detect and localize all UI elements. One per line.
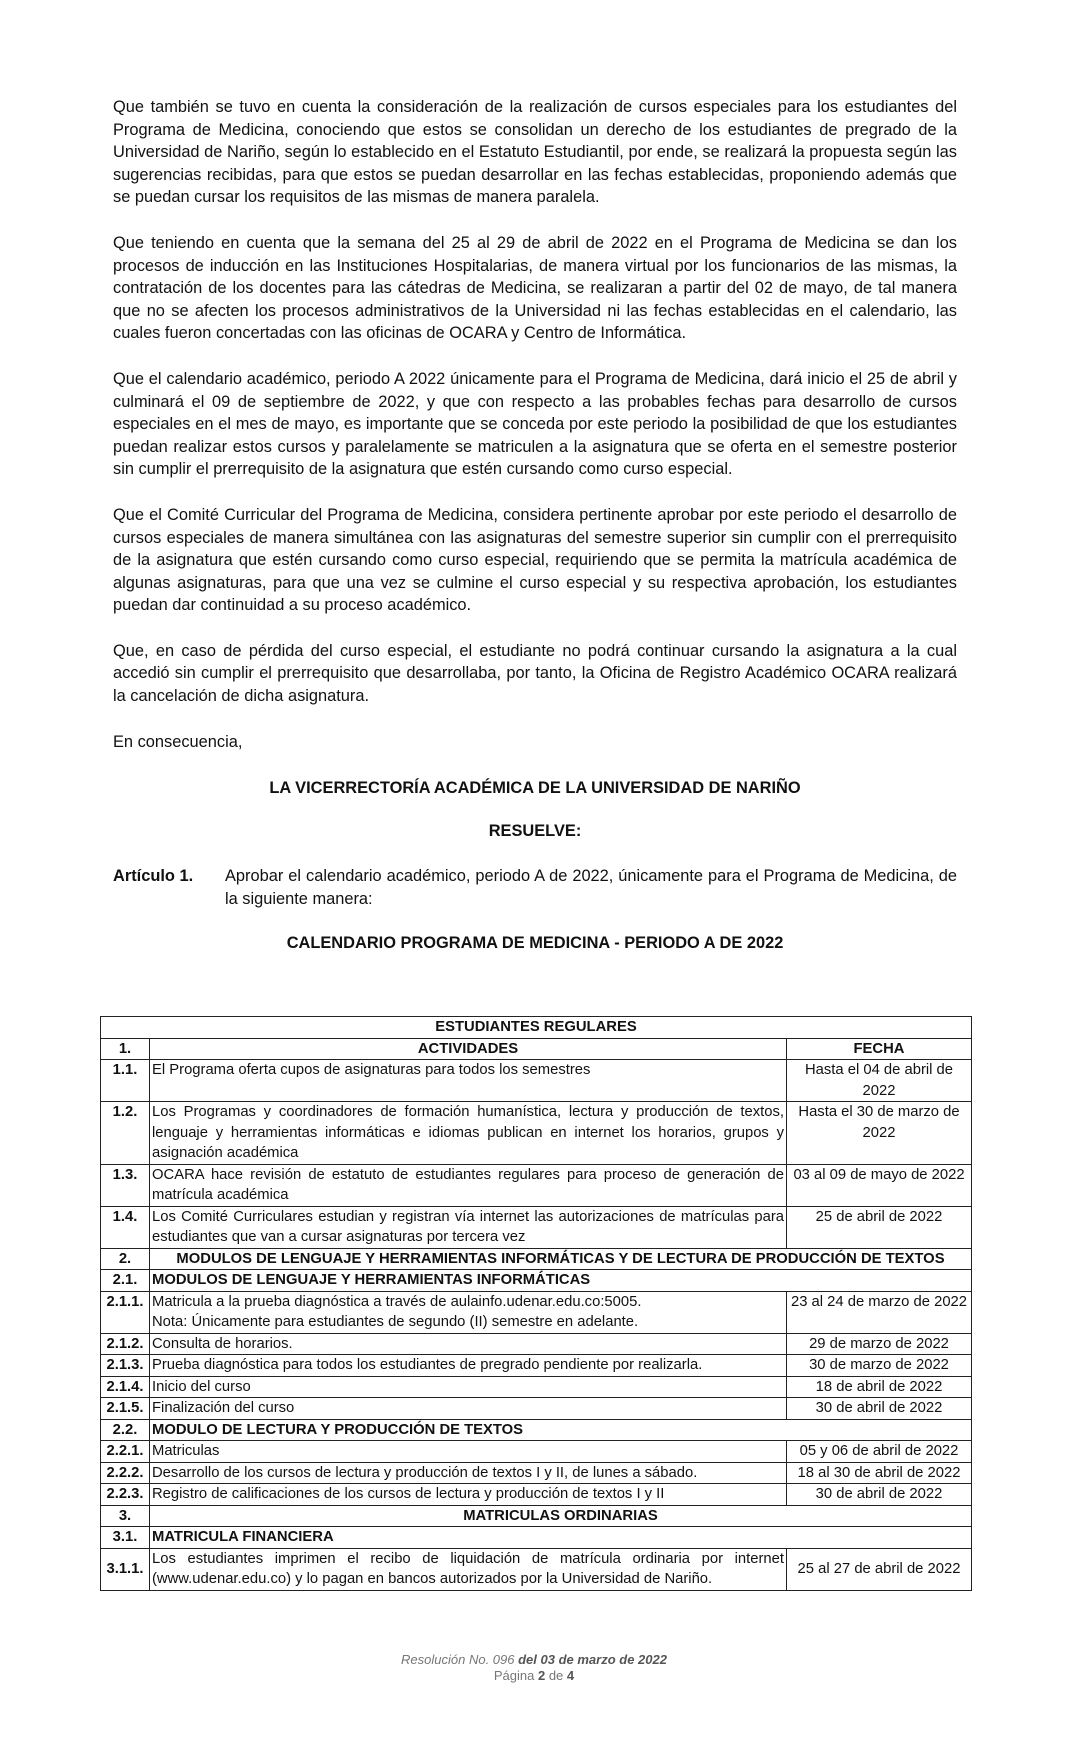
- row-number: 1.1.: [101, 1060, 150, 1102]
- activity-text: Consulta de horarios.: [152, 1335, 293, 1352]
- subsection-title: MODULOS DE LENGUAJE Y HERRAMIENTAS INFORMÁTICAS: [150, 1270, 972, 1292]
- footer: [0, 1652, 1068, 1684]
- activity-cell: [150, 1484, 787, 1506]
- table-row: [101, 1484, 972, 1506]
- activity-cell: [150, 1291, 787, 1333]
- paragraph: Que también se tuvo en cuenta la consideración de la realización de cursos especiales para los estudiantes del Programa de Medicina, conociendo que estos se consolidan un derecho de los estudiantes de pregrado de la Universidad de Nariño, según lo establecido en el Estatuto Estudiantil, por ende, se realizará la propuesta según las sugerencias recibidas, para que estos se puedan desarrollar en las fechas establecidas, proponiendo además que se puedan cursar los requisitos de las mismas de manera paralela.: [113, 98, 957, 207]
- activity-text: El Programa oferta cupos de asignaturas para todos los semestres: [152, 1062, 591, 1078]
- section-title: MATRICULAS ORDINARIAS: [150, 1505, 972, 1527]
- paragraph: Que el Comité Curricular del Programa de Medicina, considera pertinente aprobar por este periodo el desarrollo de cursos especiales de manera simultánea con las asignaturas del semestre superior sin cumplir con el prerrequisito de la asignatura que estén cursando como curso especial, requiriendo que se permita la matrícula académica de algunas asignaturas, para que una vez se culmine el curso especial y su respectiva aprobación, los estudiantes puedan dar continuidad a su proceso académico.: [113, 505, 957, 615]
- table-row: [101, 1548, 972, 1590]
- activity-text: Finalización del curso: [152, 1400, 295, 1416]
- calendar-title: CALENDARIO PROGRAMA DE MEDICINA - PERIODO A DE 2022: [286, 934, 784, 953]
- table-row: [101, 1333, 972, 1355]
- paragraph: Que, en caso de pérdida del curso especial, el estudiante no podrá continuar cursando la asignatura a la cual accedió sin cumplir el prerrequisito que desarrollaba, por tanto, la Oficina de Registro Académico OCARA realizará la cancelación de dicha asignatura.: [113, 641, 957, 706]
- table-header-row: [101, 1038, 972, 1060]
- activity-cell: [150, 1441, 787, 1463]
- activity-cell: [150, 1355, 787, 1377]
- activity-text: Registro de calificaciones de los cursos de lectura y producción de textos I y II: [152, 1486, 665, 1502]
- date-cell: 05 y 06 de abril de 2022: [787, 1441, 972, 1463]
- table-row: [101, 1462, 972, 1484]
- paragraph: Que el calendario académico, periodo A 2022 únicamente para el Programa de Medicina, dará inicio el 25 de abril y culminará el 09 de septiembre de 2022, y que con respecto a las probables fechas para desarrollo de cursos especiales en el mes de mayo, es importante que se conceda por este periodo la posibilidad de que los estudiantes puedan realizar estos cursos y paralelamente se matriculen a la asignatura que se oferta en el semestre posterior sin cumplir el prerrequisito de la asignatura que estén cursando como curso especial.: [113, 369, 957, 479]
- calendar-table: [100, 1016, 972, 1591]
- footer-page: [0, 1668, 1068, 1684]
- activity-cell: [150, 1462, 787, 1484]
- activity-text: Matriculas: [152, 1443, 220, 1459]
- row-number: 2.2.: [101, 1419, 150, 1441]
- header-date: FECHA: [787, 1038, 972, 1060]
- activity-cell: [150, 1333, 787, 1355]
- row-number: 1.3.: [101, 1164, 150, 1206]
- paragraph: Que teniendo en cuenta que la semana del 25 al 29 de abril de 2022 en el Programa de Medicina se dan los procesos de inducción en las Instituciones Hospitalarias, de manera virtual por los funcionarios de las mismas, la contratación de los docentes para las cátedras de Medicina, se realizaran a partir del 02 de mayo, de tal manera que no se afecten los procesos administrativos de la Universidad ni las fechas establecidas en el calendario, las cuales fueron concertadas con las oficinas de OCARA y Centro de Informática.: [113, 233, 957, 343]
- date-cell: 29 de marzo de 2022: [787, 1333, 972, 1355]
- table-row: [101, 1376, 972, 1398]
- activity-cell: [150, 1548, 787, 1590]
- date-cell: 18 al 30 de abril de 2022: [787, 1462, 972, 1484]
- subsection-row: [101, 1419, 972, 1441]
- table-row: [101, 1291, 972, 1333]
- date-cell: 03 al 09 de mayo de 2022: [787, 1164, 972, 1206]
- table-row: [101, 1164, 972, 1206]
- table-title-row: [101, 1017, 972, 1039]
- page-of: de: [545, 1668, 567, 1683]
- page-number: 2: [537, 1668, 546, 1683]
- table-row: [101, 1441, 972, 1463]
- page-total: 4: [566, 1668, 575, 1683]
- activity-text: Inicio del curso: [152, 1378, 251, 1395]
- subsection-row: [101, 1270, 972, 1292]
- date-cell: 25 de abril de 2022: [787, 1206, 972, 1248]
- document-body: [113, 96, 957, 953]
- row-number: 2.2.3.: [101, 1484, 150, 1506]
- activity-cell: [150, 1102, 787, 1165]
- table-row: [101, 1398, 972, 1420]
- section-row: [101, 1505, 972, 1527]
- row-number: 1.2.: [101, 1102, 150, 1165]
- header-activities: ACTIVIDADES: [150, 1038, 787, 1060]
- date-cell: Hasta el 04 de abril de 2022: [787, 1060, 972, 1102]
- table-row: [101, 1102, 972, 1165]
- subsection-title: MODULO DE LECTURA Y PRODUCCIÓN DE TEXTOS: [150, 1419, 972, 1441]
- table-row: [101, 1060, 972, 1102]
- row-number: 2.2.2.: [101, 1462, 150, 1484]
- date-cell: 25 al 27 de abril de 2022: [787, 1548, 972, 1590]
- activity-text: OCARA hace revisión de estatuto de estudiantes regulares para proceso de generación de matrícula académica: [152, 1166, 784, 1203]
- date-cell: 30 de abril de 2022: [787, 1398, 972, 1420]
- date-cell: 30 de marzo de 2022: [787, 1355, 972, 1377]
- row-number: 3.: [101, 1505, 150, 1527]
- table-row: [101, 1355, 972, 1377]
- heading: LA VICERRECTORÍA ACADÉMICA DE LA UNIVERSIDAD DE NARIÑO: [269, 779, 801, 798]
- date-cell: 23 al 24 de marzo de 2022: [787, 1291, 972, 1333]
- activity-cell: [150, 1398, 787, 1420]
- row-number: 1.4.: [101, 1206, 150, 1248]
- date-cell: 30 de abril de 2022: [787, 1484, 972, 1506]
- row-number: 2.: [101, 1248, 150, 1270]
- resolution-number: Resolución No. 096: [401, 1652, 515, 1667]
- footer-resolution: [0, 1652, 1068, 1668]
- row-number: 3.1.1.: [101, 1548, 150, 1590]
- activity-text: Los Programas y coordinadores de formación humanística, lectura y producción de textos, lenguaje y herramientas informáticas e idiomas publican en internet los horarios, grupos y asignación académica: [152, 1104, 784, 1161]
- paragraph: En consecuencia,: [113, 732, 243, 751]
- row-number: 2.1.: [101, 1270, 150, 1292]
- activity-text: Los estudiantes imprimen el recibo de liquidación de matrícula ordinaria por internet (www.udenar.edu.co) y lo pagan en bancos autorizados por la Universidad de Nariño.: [152, 1550, 784, 1587]
- subsection-row: [101, 1527, 972, 1549]
- header-num: 1.: [101, 1038, 150, 1060]
- resolution-date: del 03 de marzo de 2022: [514, 1652, 667, 1667]
- row-number: 2.1.3.: [101, 1355, 150, 1377]
- row-number: 3.1.: [101, 1527, 150, 1549]
- section-row: [101, 1248, 972, 1270]
- resuelve-heading: RESUELVE:: [488, 822, 582, 841]
- activity-text: Prueba diagnóstica para todos los estudiantes de pregrado pendiente por realizarla.: [152, 1357, 703, 1373]
- row-number: 2.2.1.: [101, 1441, 150, 1463]
- activity-text: Desarrollo de los cursos de lectura y producción de textos I y II, de lunes a sábado.: [152, 1464, 698, 1481]
- article-label: Artículo 1.: [113, 867, 194, 886]
- activity-cell: [150, 1060, 787, 1102]
- article-text: Aprobar el calendario académico, periodo A de 2022, únicamente para el Programa de Medicina, de la siguiente manera:: [225, 867, 957, 908]
- date-cell: Hasta el 30 de marzo de 2022: [787, 1102, 972, 1165]
- activity-text: Matricula a la prueba diagnóstica a través de aulainfo.udenar.edu.co:5005.: [152, 1293, 642, 1310]
- table-title: ESTUDIANTES REGULARES: [101, 1017, 972, 1039]
- article-1: [113, 865, 957, 910]
- activity-cell: [150, 1376, 787, 1398]
- row-number: 2.1.1.: [101, 1291, 150, 1333]
- subsection-title: MATRICULA FINANCIERA: [150, 1527, 972, 1549]
- activity-cell: [150, 1206, 787, 1248]
- row-number: 2.1.5.: [101, 1398, 150, 1420]
- row-number: 2.1.2.: [101, 1333, 150, 1355]
- row-number: 2.1.4.: [101, 1376, 150, 1398]
- activity-cell: [150, 1164, 787, 1206]
- section-title: MODULOS DE LENGUAJE Y HERRAMIENTAS INFORMÁTICAS Y DE LECTURA DE PRODUCCIÓN DE TEXTOS: [150, 1248, 972, 1270]
- activity-note: Nota: Únicamente para estudiantes de segundo (II) semestre en adelante.: [152, 1314, 639, 1330]
- page-prefix: Página: [493, 1668, 538, 1683]
- table-row: [101, 1206, 972, 1248]
- date-cell: 18 de abril de 2022: [787, 1376, 972, 1398]
- activity-text: Los Comité Curriculares estudian y registran vía internet las autorizaciones de matrículas para estudiantes que van a cursar asignaturas por tercera vez: [152, 1208, 784, 1245]
